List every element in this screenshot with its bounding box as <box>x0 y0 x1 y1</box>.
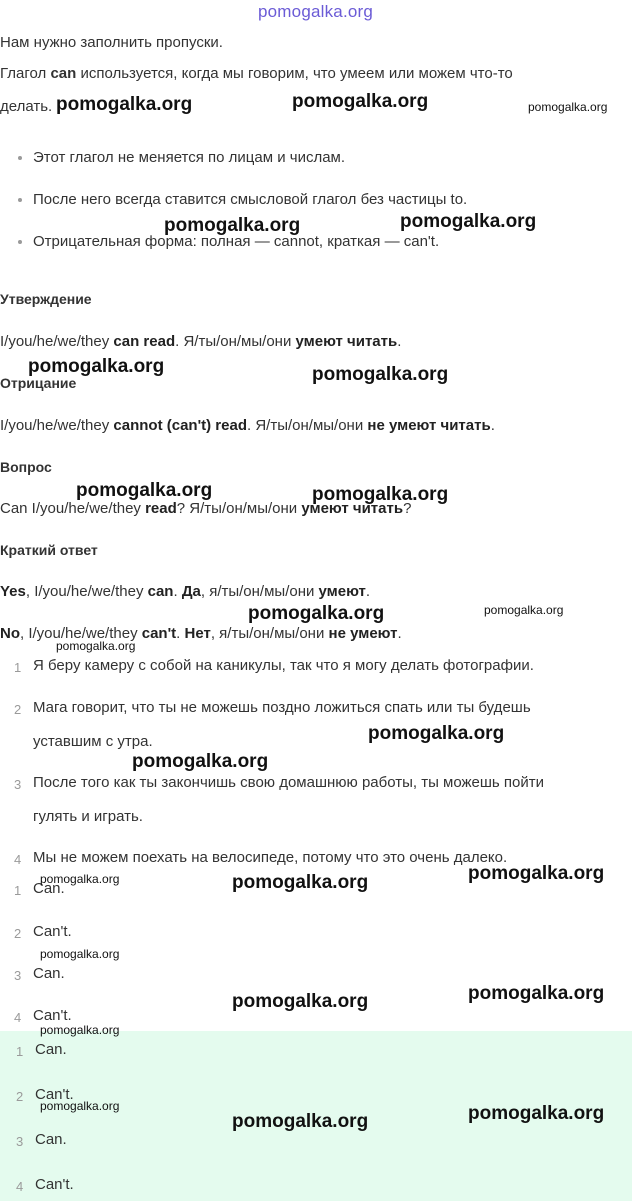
list-number: 2 <box>14 702 22 717</box>
intro-text: используется, когда мы говорим, что умеем или можем что-то <box>76 65 513 82</box>
example-text: . Я/ты/он/мы/они <box>175 333 296 350</box>
watermark: pomogalka.org <box>468 983 605 1004</box>
translation-item: Мы не можем поехать на велосипеде, потому что это очень далеко. <box>33 849 508 866</box>
example-bold: can read <box>113 333 176 350</box>
bullet-item: После него всегда ставится смысловой глагол без частицы to. <box>33 191 468 208</box>
example-bold: не умеют читать <box>367 417 491 434</box>
list-number: 3 <box>14 777 22 792</box>
example-text: . <box>397 625 402 642</box>
bullet-item: Этот глагол не меняется по лицам и числам. <box>33 149 346 166</box>
intro-line-1: Нам нужно заполнить пропуски. <box>0 34 223 51</box>
example-text: , я/ты/он/мы/они <box>200 583 319 600</box>
short-answer-yes <box>0 583 370 600</box>
final-answer-item: Can't. <box>35 1086 74 1103</box>
list-number: 4 <box>16 1179 24 1194</box>
watermark: pomogalka.org <box>40 1023 120 1037</box>
translation-item-cont: гулять и играть. <box>33 808 143 825</box>
example-text: . <box>490 417 495 434</box>
example-text: . <box>173 583 182 600</box>
answer-item: Can't. <box>33 923 72 940</box>
list-number: 2 <box>16 1089 24 1104</box>
question-heading: Вопрос <box>0 459 52 475</box>
top-watermark: pomogalka.org <box>258 2 374 21</box>
answer-item: Can. <box>33 965 65 982</box>
example-bold: cannot (can't) read <box>113 417 247 434</box>
watermark: pomogalka.org <box>56 94 193 115</box>
example-bold: Нет <box>184 625 211 642</box>
watermark: pomogalka.org <box>368 723 505 744</box>
watermark: pomogalka.org <box>312 484 449 505</box>
example-bold: умеют читать <box>301 500 404 517</box>
answer-item: Can't. <box>33 1007 72 1024</box>
example-bold: Да <box>181 583 201 600</box>
affirmative-heading: Утверждение <box>0 291 92 307</box>
translation-item: Мага говорит, что ты не можешь поздно ложиться спать или ты будешь <box>33 699 531 716</box>
list-number: 4 <box>14 852 22 867</box>
intro-line-2 <box>0 65 513 82</box>
bullet-item: Отрицательная форма: полная — cannot, краткая — can't. <box>33 233 440 250</box>
affirmative-example <box>0 333 401 350</box>
answer-item: Can. <box>33 880 65 897</box>
example-text: . Я/ты/он/мы/они <box>247 417 368 434</box>
watermark: pomogalka.org <box>400 211 537 232</box>
watermark: pomogalka.org <box>292 91 429 112</box>
watermark: pomogalka.org <box>40 947 120 961</box>
example-bold: No <box>0 625 20 642</box>
watermark: pomogalka.org <box>232 1111 369 1132</box>
example-text: , я/ты/он/мы/они <box>210 625 329 642</box>
example-bold: can <box>147 583 174 600</box>
final-answer-item: Can. <box>35 1041 67 1058</box>
watermark: pomogalka.org <box>248 603 385 624</box>
translation-item-cont: уставшим с утра. <box>33 733 153 750</box>
example-text: Can I/you/he/we/they <box>0 500 146 517</box>
intro-text: Глагол <box>0 65 51 82</box>
list-number: 3 <box>14 968 22 983</box>
watermark: pomogalka.org <box>232 872 369 893</box>
example-text: ? <box>403 500 412 517</box>
bullet-dot <box>18 156 22 160</box>
list-number: 1 <box>14 660 22 675</box>
negative-example <box>0 417 495 434</box>
example-bold: умеют читать <box>295 333 398 350</box>
example-text: . <box>365 583 371 600</box>
bullet-dot <box>18 240 22 244</box>
watermark: pomogalka.org <box>312 364 449 385</box>
watermark: pomogalka.org <box>40 872 120 886</box>
short-answer-heading: Краткий ответ <box>0 542 98 558</box>
translation-item: После того как ты закончишь свою домашнюю работы, ты можешь пойти <box>33 774 545 791</box>
watermark: pomogalka.org <box>484 603 564 617</box>
example-text: . <box>176 625 185 642</box>
list-number: 1 <box>16 1044 24 1059</box>
translation-item: Я беру камеру с собой на каникулы, так что я могу делать фотографии. <box>33 657 534 674</box>
intro-line-3: делать. <box>0 98 53 115</box>
example-text: , I/you/he/we/they <box>20 625 142 642</box>
final-answer-item: Can't. <box>35 1176 74 1193</box>
example-text: I/you/he/we/they <box>0 333 114 350</box>
list-number: 1 <box>14 883 22 898</box>
watermark: pomogalka.org <box>132 751 269 772</box>
example-bold: не умеют <box>328 625 398 642</box>
negative-heading: Отрицание <box>0 375 77 391</box>
example-bold: read <box>145 500 177 517</box>
watermark: pomogalka.org <box>164 215 301 236</box>
example-text: I/you/he/we/they <box>0 417 114 434</box>
watermark: pomogalka.org <box>528 100 608 114</box>
watermark: pomogalka.org <box>232 991 369 1012</box>
list-number: 3 <box>16 1134 24 1149</box>
watermark: pomogalka.org <box>28 356 165 377</box>
list-number: 4 <box>14 1010 22 1025</box>
example-bold: can't <box>141 625 177 642</box>
watermark: pomogalka.org <box>56 639 136 653</box>
example-text: , I/you/he/we/they <box>25 583 148 600</box>
example-text: . <box>397 333 402 350</box>
watermark: pomogalka.org <box>76 480 213 501</box>
example-text: ? Я/ты/он/мы/они <box>176 500 302 517</box>
example-bold: Yes <box>0 583 26 600</box>
watermark: pomogalka.org <box>40 1099 120 1113</box>
watermark: pomogalka.org <box>468 1103 605 1124</box>
example-bold: умеют <box>318 583 366 600</box>
watermark: pomogalka.org <box>468 863 605 884</box>
final-answer-item: Can. <box>35 1131 67 1148</box>
list-number: 2 <box>14 926 22 941</box>
bullet-dot <box>18 198 22 202</box>
intro-can: can <box>50 65 77 82</box>
